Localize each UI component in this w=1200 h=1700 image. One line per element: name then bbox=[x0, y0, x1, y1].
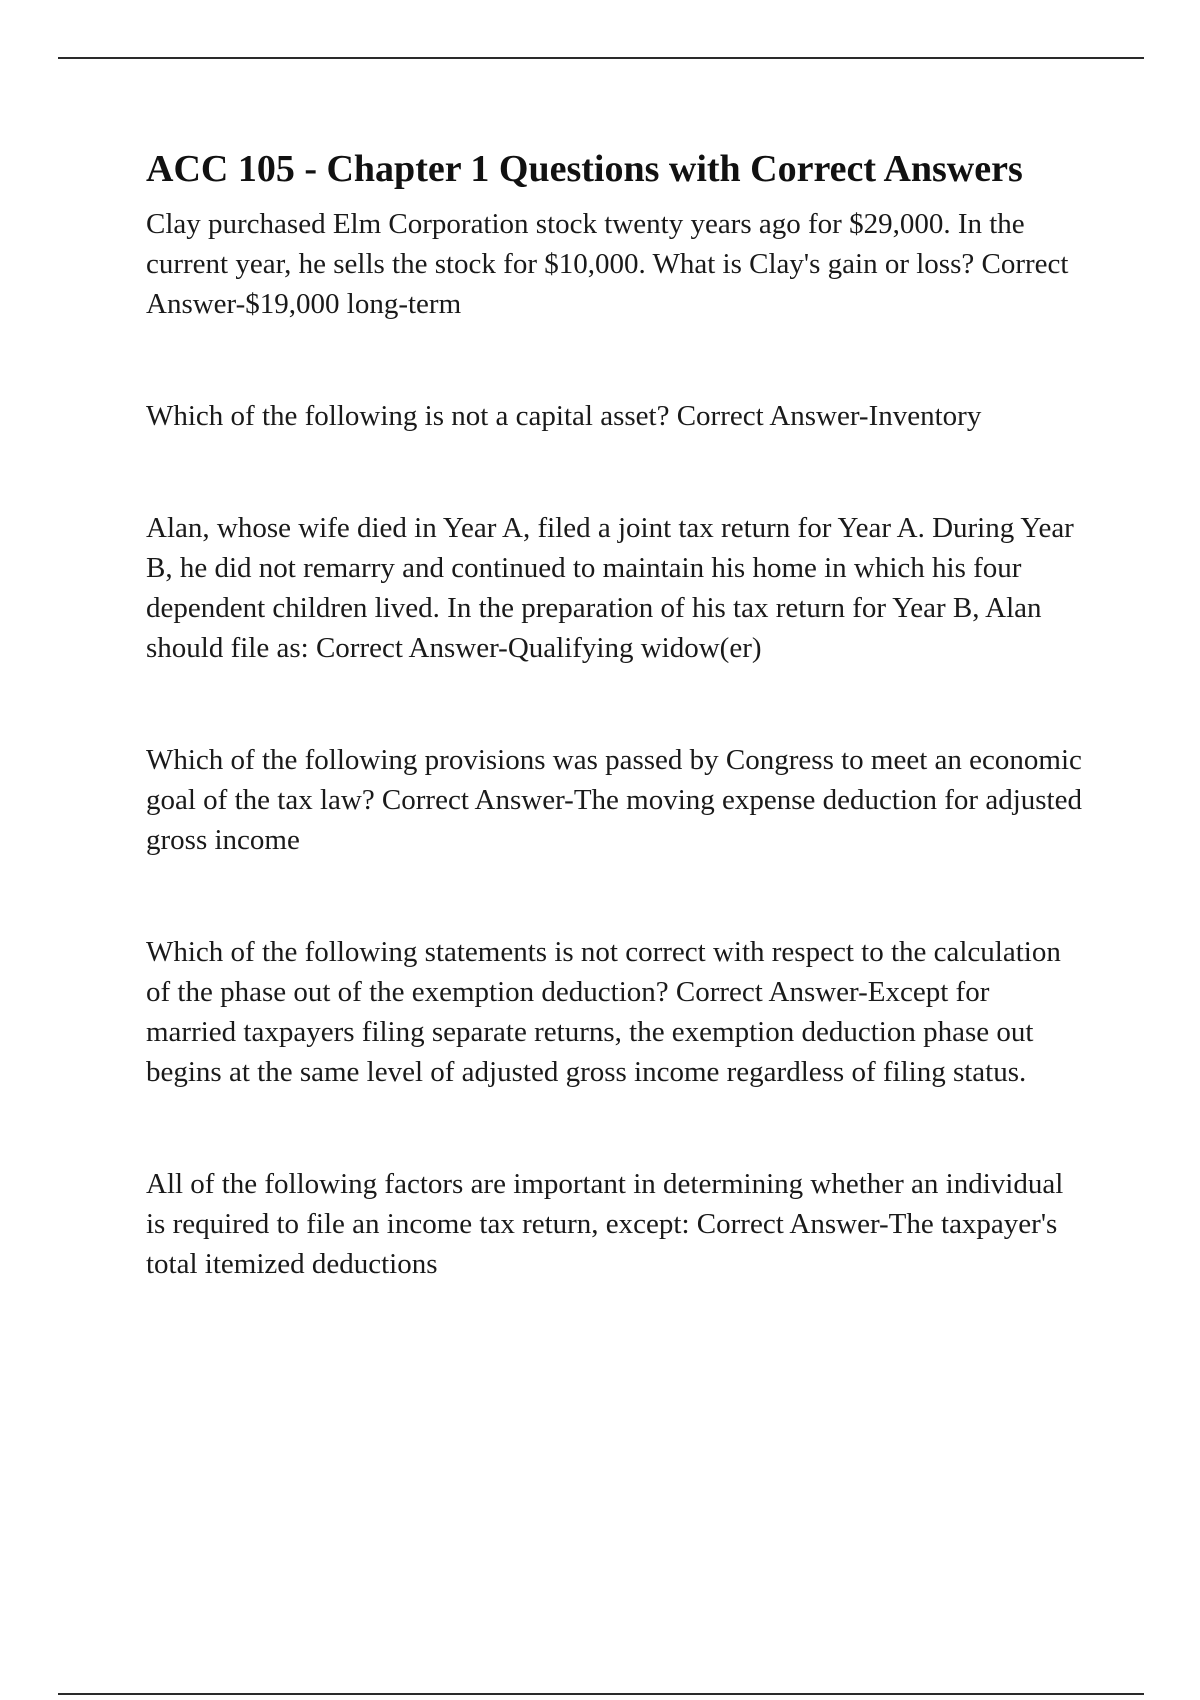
question-item-2: Which of the following is not a capital asset? Correct Answer-Inventory bbox=[146, 400, 982, 432]
top-rule bbox=[58, 57, 1144, 59]
question-item-3: Alan, whose wife died in Year A, filed a joint tax return for Year A. During Year B, he did not remarry and continued to maintain his home in which his four dependent children lived. In the preparation of his tax return for Year B, Alan should file as: Correct Answer-Qualifying widow(er) bbox=[146, 512, 1074, 664]
document-title: ACC 105 - Chapter 1 Questions with Correct Answers bbox=[146, 148, 1023, 190]
document-body bbox=[146, 146, 1086, 1284]
question-item-4: Which of the following provisions was passed by Congress to meet an economic goal of the tax law? Correct Answer-The moving expense deduction for adjusted gross income bbox=[146, 744, 1082, 856]
question-item-5: Which of the following statements is not correct with respect to the calculation of the phase out of the exemption deduction? Correct Answer-Except for married taxpayers filing separate returns, the exemption deduction phase out begins at the same level of adjusted gross income regardless of filing status. bbox=[146, 936, 1061, 1088]
question-item-1: Clay purchased Elm Corporation stock twenty years ago for $29,000. In the current year, he sells the stock for $10,000. What is Clay's gain or loss? Correct Answer-$19,000 long-term bbox=[146, 208, 1069, 320]
question-item-6: All of the following factors are important in determining whether an individual is required to file an income tax return, except: Correct Answer-The taxpayer's total itemized deductions bbox=[146, 1168, 1064, 1280]
question-list bbox=[146, 204, 1086, 1284]
bottom-rule bbox=[58, 1693, 1144, 1695]
